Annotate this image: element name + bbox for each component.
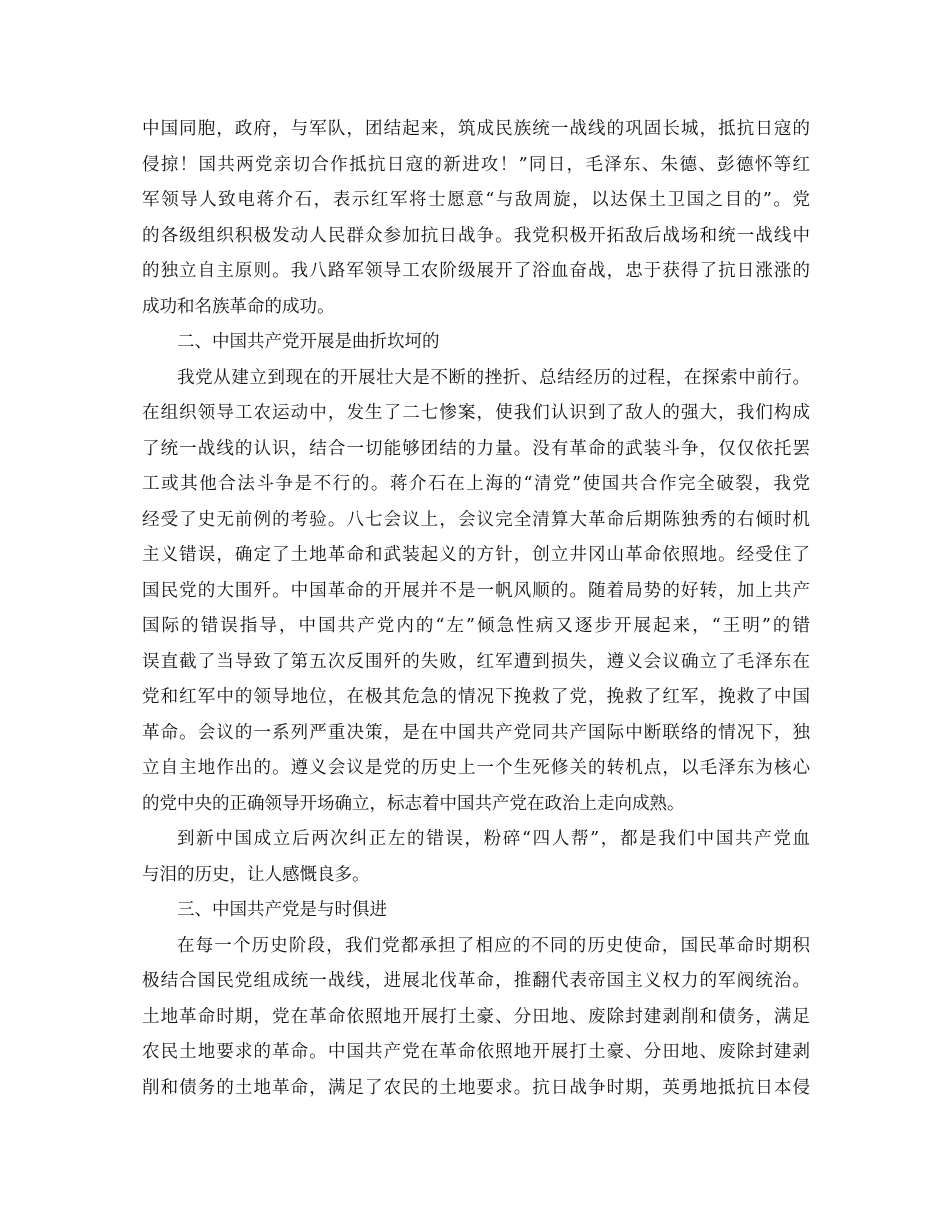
text-line: 我党从建立到现在的开展壮大是不断的挫折、总结经历的过程，在探索中前行。: [177, 367, 810, 388]
text-line: 国际的错误指导，中国共产党内的“左”倾急性病又逐步开展起来，“王明”的错: [142, 616, 810, 636]
text-line: 极结合国民党组成统一战线，进展北伐革命，推翻代表帝国主义权力的军阀统治。: [142, 971, 810, 991]
body-text: [142, 112, 810, 1106]
text-line: 误直截了当导致了第五次反围歼的失败，红军遭到损失，遵义会议确立了毛泽东在: [142, 651, 810, 672]
text-line: 主义错误，确定了土地革命和武装起义的方针，创立井冈山革命依照地。经受住了: [142, 545, 810, 565]
text-line: 与泪的历史，让人感慨良多。: [142, 864, 370, 885]
section-heading: 三、中国共产党是与时俱进: [177, 900, 387, 920]
text-line: 经受了史无前例的考验。八七会议上，会议完全清算大革命后期陈独秀的右倾时机: [142, 509, 810, 530]
text-line: 的党中央的正确领导开场确立，标志着中国共产党在政治上走向成熟。: [142, 793, 685, 814]
text-line: 在组织领导工农运动中，发生了二七惨案，使我们认识到了敌人的强大，我们构成: [142, 403, 810, 423]
text-line: 军领导人致电蒋介石，表示红军将士愿意“与敌周旋，以达保土卫国之目的”。党: [142, 190, 810, 210]
text-line: 的各级组织积极发动人民群众参加抗日战争。我党积极开拓敌后战场和统一战线中: [142, 225, 810, 246]
text-line: 到新中国成立后两次纠正左的错误，粉碎“四人帮”，都是我们中国共产党血: [177, 829, 810, 849]
text-line: 侵掠！国共两党亲切合作抵抗日寇的新进攻！”同日，毛泽东、朱德、彭德怀等红: [142, 154, 810, 175]
text-line: 革命。会议的一系列严重决策，是在中国共产党同共产国际中断联络的情况下，独: [142, 722, 810, 743]
text-line: 了统一战线的认识，结合一切能够团结的力量。没有革命的武装斗争，仅仅依托罢: [142, 438, 810, 459]
text-line: 国民党的大围歼。中国革命的开展并不是一帆风顺的。随着局势的好转，加上共产: [142, 580, 810, 601]
text-line: 农民土地要求的革命。中国共产党在革命依照地开展打土豪、分田地、废除封建剥: [142, 1042, 810, 1062]
text-line: 中国同胞，政府，与军队，团结起来，筑成民族统一战线的巩固长城，抵抗日寇的: [142, 119, 810, 139]
text-line: 成功和名族革命的成功。: [142, 296, 335, 317]
text-line: 削和债务的土地革命，满足了农民的土地要求。抗日战争时期，英勇地抵抗日本侵: [142, 1077, 810, 1098]
text-line: 工或其他合法斗争是不行的。蒋介石在上海的“清党”使国共合作完全破裂，我党: [142, 474, 810, 494]
text-line: 土地革命时期，党在革命依照地开展打土豪、分田地、废除封建剥削和债务，满足: [142, 1006, 810, 1027]
text-line: 在每一个历史阶段，我们党都承担了相应的不同的历史使命，国民革命时期积: [177, 935, 810, 956]
text-line: 立自主地作出的。遵义会议是党的历史上一个生死修关的转机点，以毛泽东为核心: [142, 758, 810, 778]
section-heading: 二、中国共产党开展是曲折坎坷的: [177, 332, 440, 352]
text-line: 党和红军中的领导地位，在极其危急的情况下挽救了党，挽救了红军，挽救了中国: [142, 687, 810, 707]
text-line: 的独立自主原则。我八路军领导工农阶级展开了浴血奋战，忠于获得了抗日涨涨的: [142, 261, 810, 281]
